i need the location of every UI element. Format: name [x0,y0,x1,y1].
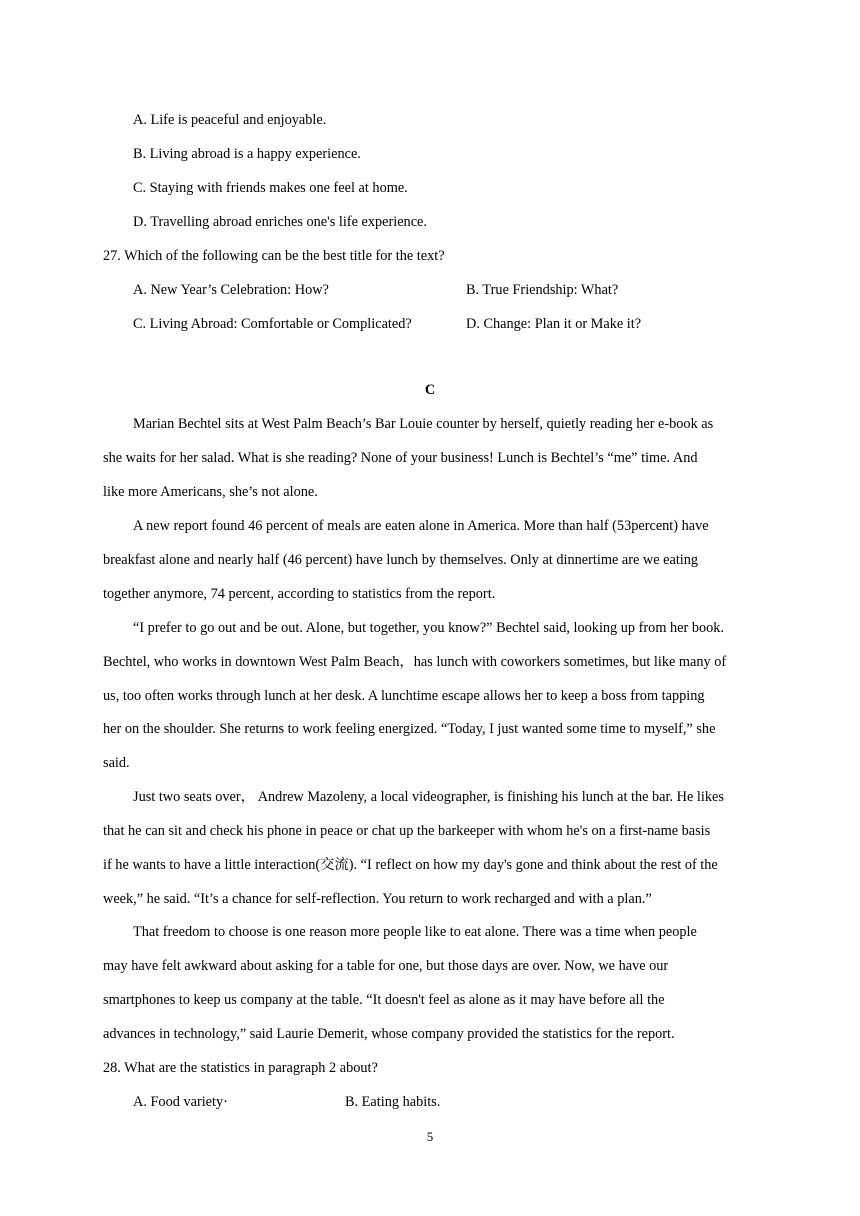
passage-line: smartphones to keep us company at the table. “It doesn't feel as alone as it may have before all the [103,992,665,1008]
q28-question: 28. What are the statistics in paragraph 2 about? [103,1060,378,1076]
passage-line: advances in technology,” said Laurie Demerit, whose company provided the statistics for the report. [103,1026,675,1042]
q27-option-a: A. New Year’s Celebration: How? [133,282,329,298]
page-number: 5 [426,1129,434,1144]
passage-line: breakfast alone and nearly half (46 percent) have lunch by themselves. Only at dinnertime are we eating [103,552,699,568]
q27-question: 27. Which of the following can be the best title for the text? [103,248,445,264]
passage-line: may have felt awkward about asking for a table for one, but those days are over. Now, we have our [103,958,669,974]
passage-line: she waits for her salad. What is she reading? None of your business! Lunch is Bechtel’s “me” time. And [103,450,698,466]
q28-option-b: B. Eating habits. [345,1094,441,1110]
passage-line: Just two seats over， Andrew Mazoleny, a local videographer, is finishing his lunch at the bar. He likes [133,789,724,805]
q26-option-a: A. Life is peaceful and enjoyable. [133,112,327,128]
passage-line: that he can sit and check his phone in peace or chat up the barkeeper with whom he's on a first-name basis [103,823,711,839]
passage-line: A new report found 46 percent of meals are eaten alone in America. More than half (53percent) have [133,518,709,534]
passage-line: her on the shoulder. She returns to work feeling energized. “Today, I just wanted some time to myself,” she [103,721,716,737]
q27-option-c: C. Living Abroad: Comfortable or Complicated? [133,316,412,332]
passage-line: like more Americans, she’s not alone. [103,484,318,500]
passage-line: us, too often works through lunch at her desk. A lunchtime escape allows her to keep a boss from tapping [103,688,705,704]
section-heading: C [424,382,436,398]
q28-option-a: A. Food variety· [133,1094,228,1110]
passage-line: week,” he said. “It’s a chance for self-reflection. You return to work recharged and with a plan.” [103,891,652,907]
q27-option-b: B. True Friendship: What? [466,282,619,298]
passage-line: “I prefer to go out and be out. Alone, but together, you know?” Bechtel said, looking up from her book. [133,620,725,636]
passage-line: if he wants to have a little interaction(交流). “I reflect on how my day's gone and think about the rest of the [103,857,718,873]
passage-line: Marian Bechtel sits at West Palm Beach’s Bar Louie counter by herself, quietly reading her e-book as [133,416,714,432]
passage-line: said. [103,755,130,771]
passage-line: Bechtel, who works in downtown West Palm Beach，has lunch with coworkers sometimes, but like many of [103,654,727,670]
passage-line: together anymore, 74 percent, according to statistics from the report. [103,586,496,602]
passage-line: That freedom to choose is one reason more people like to eat alone. There was a time when people [133,924,697,940]
q27-option-d: D. Change: Plan it or Make it? [466,316,642,332]
q26-option-b: B. Living abroad is a happy experience. [133,146,361,162]
q26-option-c: C. Staying with friends makes one feel at home. [133,180,408,196]
q26-option-d: D. Travelling abroad enriches one's life experience. [133,214,427,230]
